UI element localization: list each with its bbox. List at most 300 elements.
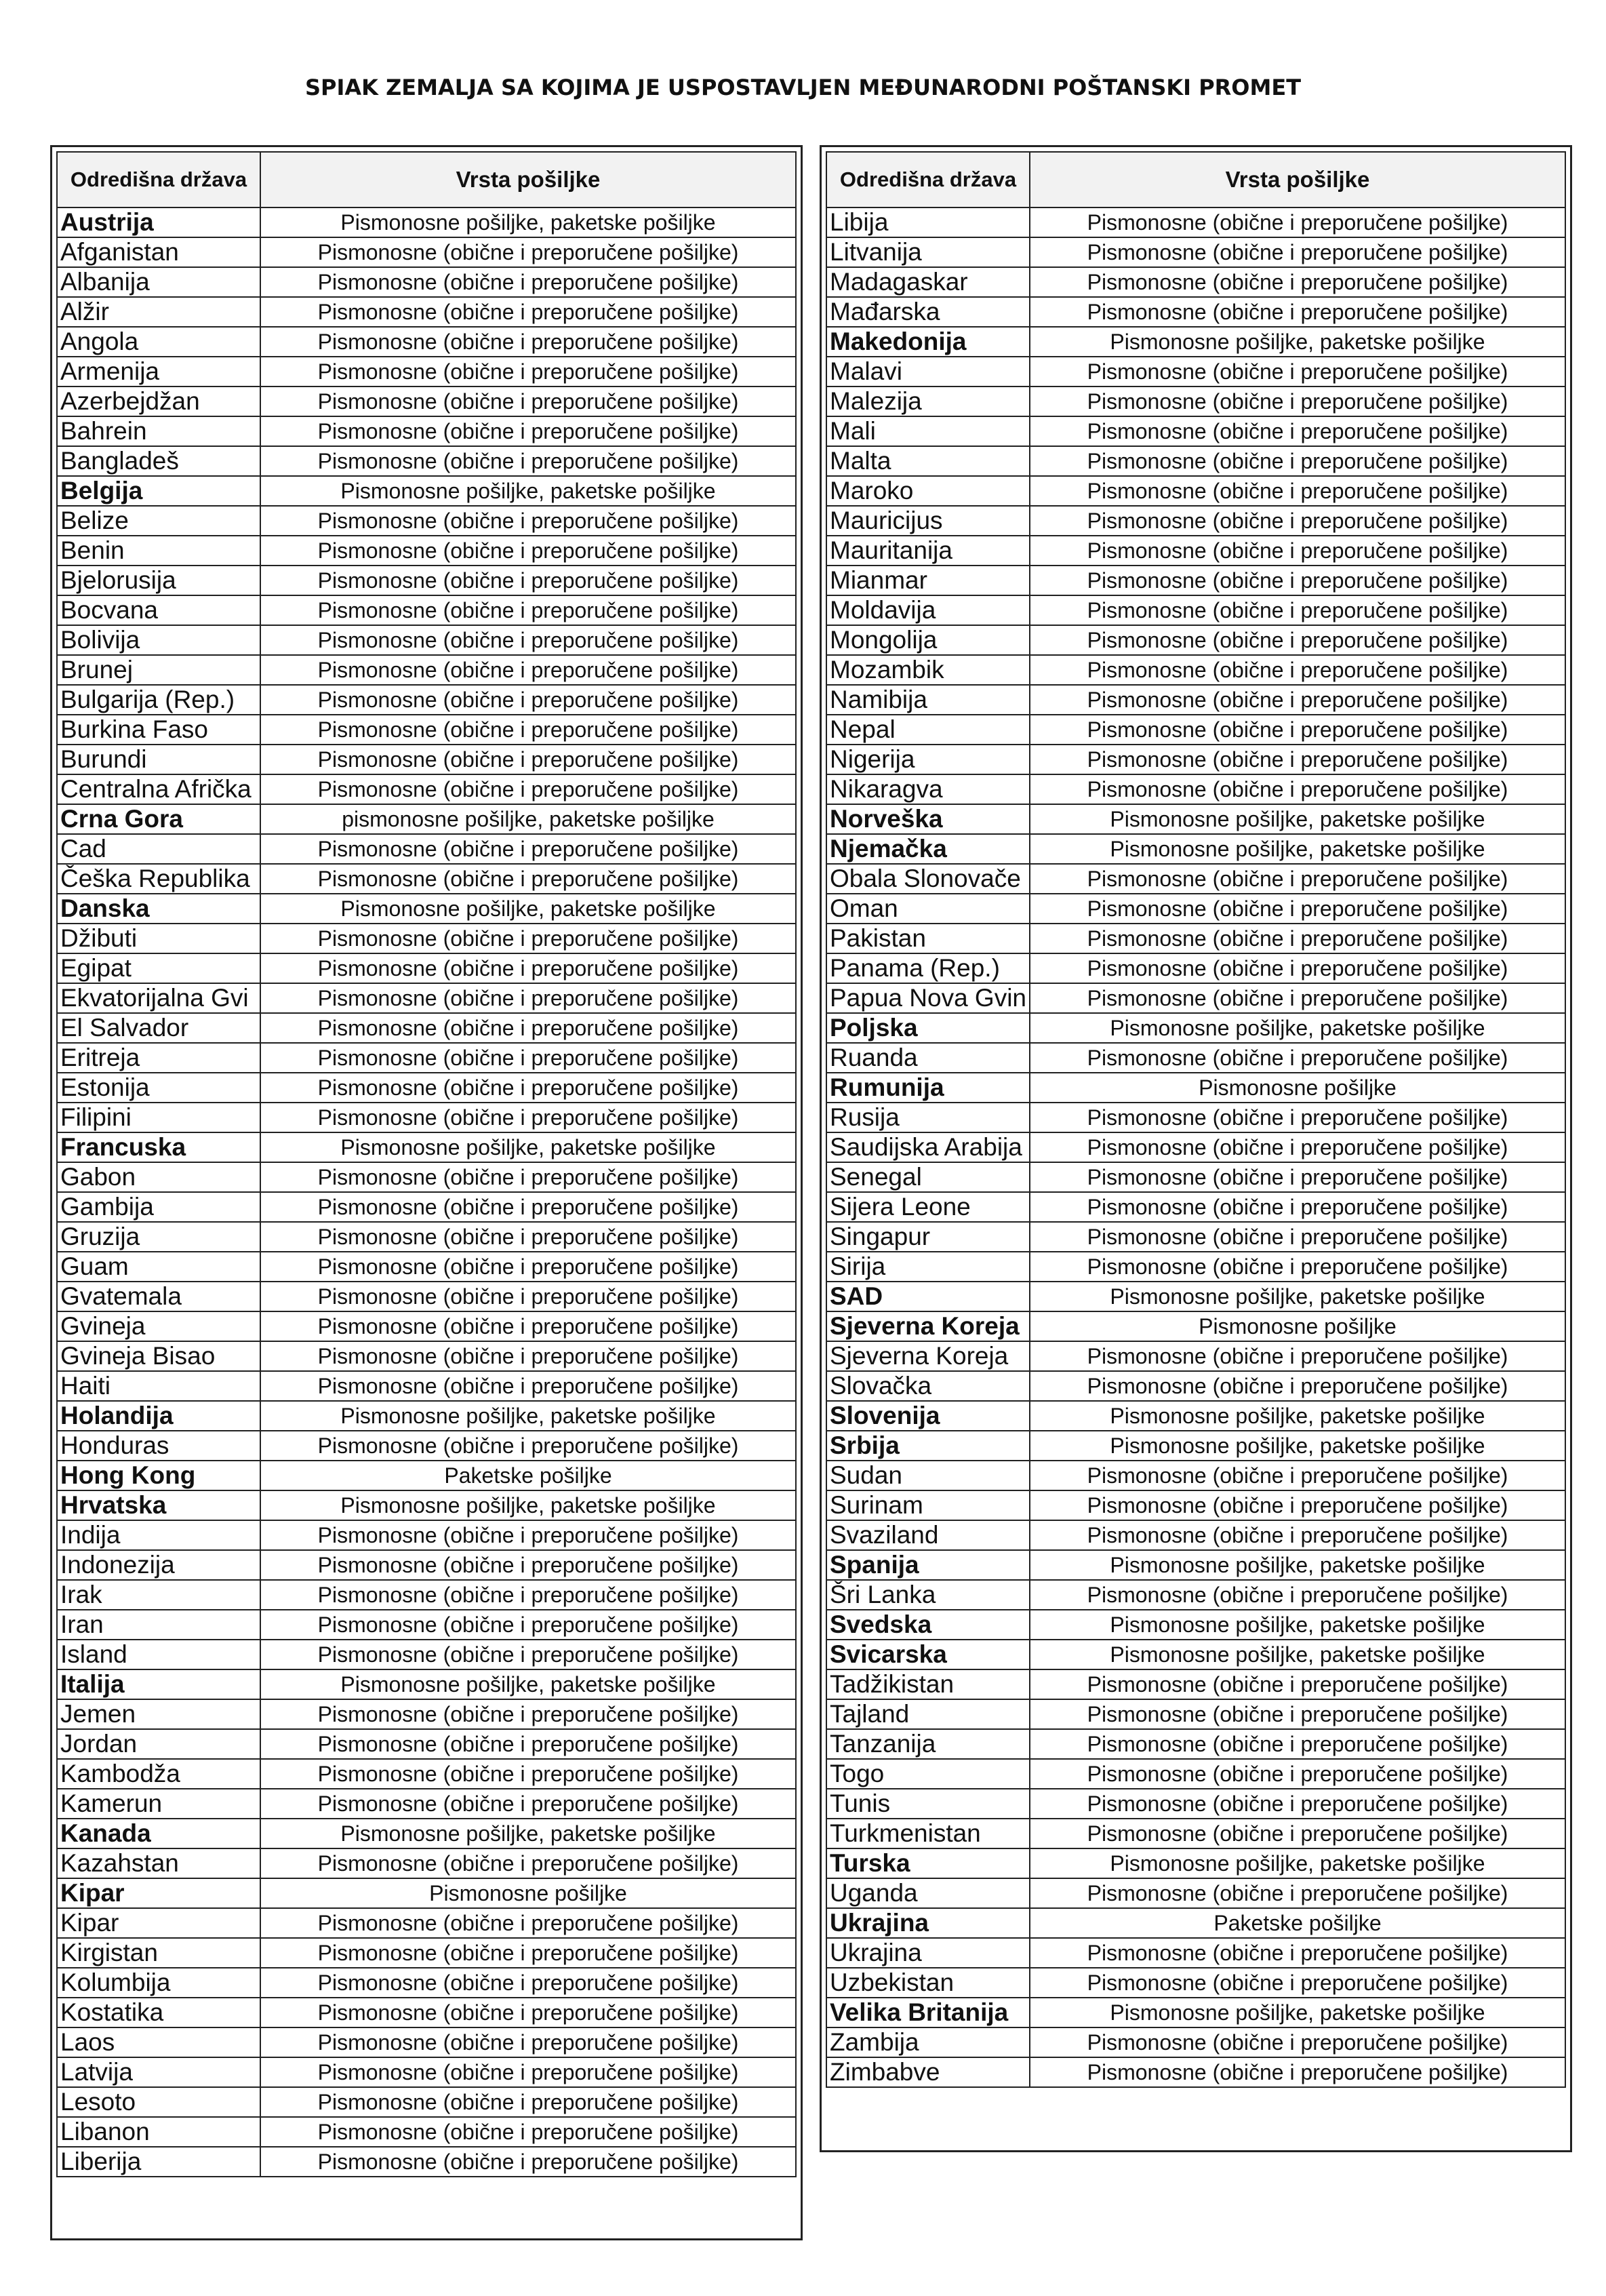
table-row: [57, 446, 796, 476]
country-cell: Malta: [826, 446, 1030, 476]
shipment-type-cell: Pismonosne (obične i preporučene pošiljke): [260, 834, 796, 864]
country-cell: Burundi: [57, 745, 260, 774]
country-cell: Madagaskar: [826, 267, 1030, 297]
country-cell: Maroko: [826, 476, 1030, 506]
country-cell: Oman: [826, 894, 1030, 924]
table-row: [57, 1461, 796, 1490]
country-cell: Tajland: [826, 1699, 1030, 1729]
country-cell: Njemačka: [826, 834, 1030, 864]
table-row: [57, 655, 796, 685]
shipment-type-cell: Pismonosne pošiljke, paketske pošiljke: [1030, 1550, 1565, 1580]
table-row: [57, 1073, 796, 1103]
country-cell: Jordan: [57, 1729, 260, 1759]
shipment-type-cell: Pismonosne pošiljke, paketske pošiljke: [260, 1401, 796, 1431]
country-cell: Libanon: [57, 2117, 260, 2147]
country-cell: Surinam: [826, 1490, 1030, 1520]
shipment-type-cell: Pismonosne (obične i preporučene pošiljke): [260, 267, 796, 297]
country-cell: Kipar: [57, 1878, 260, 1908]
table-row: [826, 387, 1565, 416]
country-cell: Norveška: [826, 804, 1030, 834]
country-cell: Turkmenistan: [826, 1819, 1030, 1848]
country-cell: Kazahstan: [57, 1848, 260, 1878]
shipment-type-cell: Pismonosne (obične i preporučene pošiljke): [260, 774, 796, 804]
table-row: [826, 595, 1565, 625]
country-cell: Bangladeš: [57, 446, 260, 476]
table-row: [57, 1640, 796, 1669]
country-cell: Uganda: [826, 1878, 1030, 1908]
shipment-type-cell: Pismonosne (obične i preporučene pošiljke): [1030, 1162, 1565, 1192]
table-row: [826, 1431, 1565, 1461]
shipment-type-cell: Pismonosne (obične i preporučene pošiljke): [1030, 1759, 1565, 1789]
country-cell: Svicarska: [826, 1640, 1030, 1669]
country-cell: Srbija: [826, 1431, 1030, 1461]
shipment-type-cell: Pismonosne (obične i preporučene pošiljke): [260, 2027, 796, 2057]
table-row: [826, 1371, 1565, 1401]
page-title: SPIAK ZEMALJA SA KOJIMA JE USPOSTAVLJEN MEĐUNARODNI POŠTANSKI PROMET: [304, 75, 1302, 100]
shipment-type-cell: Pismonosne pošiljke, paketske pošiljke: [1030, 1013, 1565, 1043]
shipment-type-cell: Paketske pošiljke: [1030, 1908, 1565, 1938]
table-row: [57, 387, 796, 416]
table-row: [57, 1043, 796, 1073]
country-cell: Filipini: [57, 1103, 260, 1132]
country-cell: Lesoto: [57, 2087, 260, 2117]
table-row: [57, 1550, 796, 1580]
table-row: [826, 1252, 1565, 1282]
shipment-type-cell: Pismonosne (obične i preporučene pošiljke): [1030, 595, 1565, 625]
table-row: [826, 1938, 1565, 1968]
country-cell: Malavi: [826, 357, 1030, 387]
table-row: [57, 774, 796, 804]
country-cell: Tunis: [826, 1789, 1030, 1819]
shipment-type-cell: Pismonosne (obične i preporučene pošiljke): [260, 1013, 796, 1043]
shipment-type-cell: Pismonosne (obične i preporučene pošiljke): [1030, 715, 1565, 745]
shipment-type-cell: Pismonosne pošiljke: [260, 1878, 796, 1908]
country-cell: Uzbekistan: [826, 1968, 1030, 1998]
country-cell: Kostatika: [57, 1998, 260, 2027]
country-cell: Hong Kong: [57, 1461, 260, 1490]
table-row: [57, 1341, 796, 1371]
table-row: [826, 1640, 1565, 1669]
country-cell: Afganistan: [57, 237, 260, 267]
country-cell: Sjeverna Koreja: [826, 1311, 1030, 1341]
country-cell: Togo: [826, 1759, 1030, 1789]
country-cell: Sjeverna Koreja: [826, 1341, 1030, 1371]
table-row: [57, 327, 796, 357]
table-row: [826, 446, 1565, 476]
country-cell: Poljska: [826, 1013, 1030, 1043]
table-row: [57, 1580, 796, 1610]
country-cell: Svedska: [826, 1610, 1030, 1640]
country-cell: Sijera Leone: [826, 1192, 1030, 1222]
country-cell: Tadžikistan: [826, 1669, 1030, 1699]
table-row: [826, 1729, 1565, 1759]
shipment-type-cell: Pismonosne (obične i preporučene pošiljke): [260, 2117, 796, 2147]
table-row: [826, 1341, 1565, 1371]
shipment-type-cell: Pismonosne (obične i preporučene pošiljke): [1030, 357, 1565, 387]
country-cell: Iran: [57, 1610, 260, 1640]
shipment-type-cell: Pismonosne (obične i preporučene pošiljke): [1030, 774, 1565, 804]
shipment-type-header: Vrsta pošiljke: [260, 152, 796, 207]
shipment-type-cell: Pismonosne (obične i preporučene pošiljke): [1030, 207, 1565, 237]
table-row: [57, 953, 796, 983]
shipment-type-cell: Pismonosne (obične i preporučene pošiljke): [260, 357, 796, 387]
table-row: [57, 1490, 796, 1520]
table-row: [57, 625, 796, 655]
table-row: [826, 774, 1565, 804]
shipment-type-cell: Pismonosne (obične i preporučene pošiljke): [260, 566, 796, 595]
table-row: [826, 1848, 1565, 1878]
country-cell: Zimbabve: [826, 2057, 1030, 2087]
country-cell: Francuska: [57, 1132, 260, 1162]
country-cell: Nikaragva: [826, 774, 1030, 804]
shipment-type-cell: Pismonosne (obične i preporučene pošiljke): [260, 1252, 796, 1282]
table-row: [57, 924, 796, 953]
table-row: [826, 1789, 1565, 1819]
destination-country-header: Odredišna država: [826, 152, 1030, 207]
shipment-type-cell: Pismonosne (obične i preporučene pošiljke): [1030, 953, 1565, 983]
country-cell: Crna Gora: [57, 804, 260, 834]
shipment-type-cell: Pismonosne (obične i preporučene pošiljke): [260, 655, 796, 685]
country-cell: Kambodža: [57, 1759, 260, 1789]
table-row: [57, 1699, 796, 1729]
table-row: [57, 1819, 796, 1848]
table-row: [57, 1162, 796, 1192]
table-row: [57, 2087, 796, 2117]
shipment-type-cell: Pismonosne (obične i preporučene pošiljke): [260, 1580, 796, 1610]
shipment-type-cell: Pismonosne pošiljke, paketske pošiljke: [260, 476, 796, 506]
country-cell: Austrija: [57, 207, 260, 237]
country-cell: Danska: [57, 894, 260, 924]
shipment-type-cell: Pismonosne (obične i preporučene pošiljke): [1030, 2027, 1565, 2057]
shipment-type-cell: Pismonosne pošiljke, paketske pošiljke: [260, 1490, 796, 1520]
country-cell: Džibuti: [57, 924, 260, 953]
shipment-type-cell: Pismonosne (obične i preporučene pošiljke): [260, 1311, 796, 1341]
country-cell: Bolivija: [57, 625, 260, 655]
country-cell: Belgija: [57, 476, 260, 506]
shipment-type-cell: Pismonosne (obične i preporučene pošiljke): [1030, 685, 1565, 715]
shipment-type-cell: Pismonosne (obične i preporučene pošiljke): [1030, 566, 1565, 595]
table-row: [57, 2027, 796, 2057]
shipment-type-cell: Pismonosne (obične i preporučene pošiljke): [1030, 1341, 1565, 1371]
shipment-type-cell: Pismonosne (obične i preporučene pošiljke): [260, 1550, 796, 1580]
country-cell: Nepal: [826, 715, 1030, 745]
shipment-type-cell: Pismonosne (obične i preporučene pošiljke): [1030, 655, 1565, 685]
table-row: [826, 625, 1565, 655]
country-cell: Mauritanija: [826, 536, 1030, 566]
country-cell: Liberija: [57, 2147, 260, 2177]
shipment-type-cell: Pismonosne pošiljke, paketske pošiljke: [1030, 327, 1565, 357]
table-row: [57, 1222, 796, 1252]
shipment-type-cell: Pismonosne pošiljke, paketske pošiljke: [260, 207, 796, 237]
table-row: [57, 1848, 796, 1878]
country-cell: Svaziland: [826, 1520, 1030, 1550]
shipment-type-cell: Pismonosne (obične i preporučene pošiljke): [1030, 237, 1565, 267]
country-cell: Gvineja Bisao: [57, 1341, 260, 1371]
country-cell: Mongolija: [826, 625, 1030, 655]
country-cell: Namibija: [826, 685, 1030, 715]
table-row: [826, 566, 1565, 595]
shipment-type-cell: Pismonosne (obične i preporučene pošiljke): [260, 1759, 796, 1789]
shipment-type-cell: Pismonosne (obične i preporučene pošiljke): [260, 1043, 796, 1073]
country-cell: Mauricijus: [826, 506, 1030, 536]
shipment-type-cell: Pismonosne (obične i preporučene pošiljke): [260, 2087, 796, 2117]
country-cell: Kolumbija: [57, 1968, 260, 1998]
table-row: [57, 566, 796, 595]
shipment-type-cell: Pismonosne (obične i preporučene pošiljke): [1030, 1461, 1565, 1490]
shipment-type-cell: Pismonosne (obične i preporučene pošiljke): [260, 1640, 796, 1669]
shipment-type-cell: Pismonosne (obične i preporučene pošiljke): [260, 1729, 796, 1759]
shipment-type-cell: Pismonosne (obične i preporučene pošiljke): [260, 1222, 796, 1252]
table-row: [826, 207, 1565, 237]
shipment-type-cell: Pismonosne (obične i preporučene pošiljke): [1030, 387, 1565, 416]
shipment-type-cell: Pismonosne (obične i preporučene pošiljke): [260, 1192, 796, 1222]
country-cell: Holandija: [57, 1401, 260, 1431]
shipment-type-cell: Pismonosne (obične i preporučene pošiljke): [260, 2057, 796, 2087]
country-cell: Angola: [57, 327, 260, 357]
shipment-type-cell: Pismonosne (obične i preporučene pošiljke): [1030, 983, 1565, 1013]
shipment-type-cell: Pismonosne (obične i preporučene pošiljke): [260, 297, 796, 327]
table-row: [826, 655, 1565, 685]
country-cell: Malezija: [826, 387, 1030, 416]
country-cell: Azerbejdžan: [57, 387, 260, 416]
country-cell: Italija: [57, 1669, 260, 1699]
shipment-type-cell: Pismonosne pošiljke, paketske pošiljke: [1030, 1640, 1565, 1669]
table-row: [57, 1789, 796, 1819]
shipment-type-cell: Pismonosne (obične i preporučene pošiljke): [260, 327, 796, 357]
table-row: [826, 1908, 1565, 1938]
country-cell: Ukrajina: [826, 1908, 1030, 1938]
table-row: [826, 1699, 1565, 1729]
shipment-type-cell: Pismonosne (obične i preporučene pošiljke): [1030, 416, 1565, 446]
table-row: [826, 1461, 1565, 1490]
shipment-type-cell: Pismonosne (obične i preporučene pošiljke): [260, 595, 796, 625]
table-row: [826, 953, 1565, 983]
table-row: [826, 2027, 1565, 2057]
table-row: [57, 1669, 796, 1699]
shipment-type-header: Vrsta pošiljke: [1030, 152, 1565, 207]
table-row: [57, 834, 796, 864]
country-cell: Sirija: [826, 1252, 1030, 1282]
table-row: [57, 1401, 796, 1431]
shipment-type-cell: Pismonosne (obične i preporučene pošiljke): [260, 953, 796, 983]
country-cell: Guam: [57, 1252, 260, 1282]
country-cell: Irak: [57, 1580, 260, 1610]
shipment-type-cell: Pismonosne pošiljke, paketske pošiljke: [260, 894, 796, 924]
country-cell: Ruanda: [826, 1043, 1030, 1073]
shipment-type-cell: Pismonosne (obične i preporučene pošiljke): [260, 983, 796, 1013]
shipment-type-cell: Pismonosne pošiljke, paketske pošiljke: [1030, 1282, 1565, 1311]
country-cell: Makedonija: [826, 327, 1030, 357]
shipment-type-cell: Pismonosne (obične i preporučene pošiljke): [260, 237, 796, 267]
country-cell: El Salvador: [57, 1013, 260, 1043]
table-row: [826, 1998, 1565, 2027]
country-cell: Eritreja: [57, 1043, 260, 1073]
country-cell: Slovenija: [826, 1401, 1030, 1431]
shipment-type-cell: Pismonosne pošiljke, paketske pošiljke: [1030, 1431, 1565, 1461]
country-cell: Velika Britanija: [826, 1998, 1030, 2027]
shipment-type-cell: Pismonosne (obične i preporučene pošiljke): [260, 745, 796, 774]
table-row: [826, 416, 1565, 446]
table-row: [57, 1968, 796, 1998]
country-cell: Honduras: [57, 1431, 260, 1461]
right-table-frame: [820, 145, 1572, 2152]
table-row: [57, 1938, 796, 1968]
shipment-type-cell: Pismonosne pošiljke: [1030, 1311, 1565, 1341]
table-row: [826, 894, 1565, 924]
country-cell: Mali: [826, 416, 1030, 446]
left-header-row: [57, 152, 796, 207]
table-row: [826, 1162, 1565, 1192]
shipment-type-cell: Pismonosne (obične i preporučene pošiljke): [1030, 864, 1565, 894]
right-header-row: [826, 152, 1565, 207]
table-row: [57, 595, 796, 625]
shipment-type-cell: Pismonosne (obične i preporučene pošiljke): [1030, 1520, 1565, 1550]
country-cell: Obala Slonovače: [826, 864, 1030, 894]
country-cell: Laos: [57, 2027, 260, 2057]
right-country-table: [826, 151, 1566, 2088]
table-row: [826, 1192, 1565, 1222]
shipment-type-cell: Pismonosne (obične i preporučene pošiljke): [1030, 1580, 1565, 1610]
table-row: [826, 297, 1565, 327]
table-row: [826, 1520, 1565, 1550]
table-row: [57, 1729, 796, 1759]
country-cell: Ekvatorijalna Gvi: [57, 983, 260, 1013]
shipment-type-cell: Pismonosne (obične i preporučene pošiljke): [1030, 745, 1565, 774]
table-row: [57, 745, 796, 774]
table-row: [57, 267, 796, 297]
country-cell: Indonezija: [57, 1550, 260, 1580]
shipment-type-cell: Pismonosne (obične i preporučene pošiljke): [1030, 1043, 1565, 1073]
shipment-type-cell: Pismonosne (obične i preporučene pošiljke): [1030, 1968, 1565, 1998]
shipment-type-cell: Pismonosne (obične i preporučene pošiljke): [1030, 536, 1565, 566]
table-row: [57, 357, 796, 387]
table-row: [826, 834, 1565, 864]
shipment-type-cell: Pismonosne (obične i preporučene pošiljke): [260, 1431, 796, 1461]
shipment-type-cell: Pismonosne (obične i preporučene pošiljke): [1030, 1132, 1565, 1162]
country-cell: Moldavija: [826, 595, 1030, 625]
country-cell: Zambija: [826, 2027, 1030, 2057]
table-row: [57, 1998, 796, 2027]
shipment-type-cell: Pismonosne pošiljke, paketske pošiljke: [260, 1669, 796, 1699]
country-cell: Albanija: [57, 267, 260, 297]
country-cell: Jemen: [57, 1699, 260, 1729]
country-cell: Sudan: [826, 1461, 1030, 1490]
shipment-type-cell: Pismonosne pošiljke, paketske pošiljke: [1030, 1998, 1565, 2027]
table-row: [826, 804, 1565, 834]
country-cell: Latvija: [57, 2057, 260, 2087]
table-row: [826, 1669, 1565, 1699]
table-row: [57, 864, 796, 894]
table-row: [57, 1311, 796, 1341]
shipment-type-cell: Pismonosne (obične i preporučene pošiljke): [260, 1908, 796, 1938]
table-row: [57, 983, 796, 1013]
shipment-type-cell: Pismonosne (obične i preporučene pošiljke): [260, 924, 796, 953]
table-row: [57, 1013, 796, 1043]
country-cell: Singapur: [826, 1222, 1030, 1252]
country-cell: Mađarska: [826, 297, 1030, 327]
table-row: [57, 2057, 796, 2087]
country-cell: Burkina Faso: [57, 715, 260, 745]
table-row: [57, 1192, 796, 1222]
table-row: [826, 1073, 1565, 1103]
table-row: [826, 2057, 1565, 2087]
table-row: [57, 1431, 796, 1461]
country-cell: Alžir: [57, 297, 260, 327]
shipment-type-cell: Pismonosne (obične i preporučene pošiljke): [260, 2147, 796, 2177]
shipment-type-cell: Pismonosne (obične i preporučene pošiljke): [1030, 1819, 1565, 1848]
shipment-type-cell: Pismonosne (obične i preporučene pošiljke): [1030, 1789, 1565, 1819]
shipment-type-cell: Pismonosne (obične i preporučene pošiljke): [260, 1073, 796, 1103]
table-row: [826, 715, 1565, 745]
shipment-type-cell: Pismonosne (obične i preporučene pošiljke): [260, 1371, 796, 1401]
shipment-type-cell: Pismonosne (obične i preporučene pošiljke): [260, 1699, 796, 1729]
country-cell: Senegal: [826, 1162, 1030, 1192]
shipment-type-cell: Pismonosne (obične i preporučene pošiljke): [1030, 297, 1565, 327]
country-cell: Mozambik: [826, 655, 1030, 685]
table-row: [826, 327, 1565, 357]
country-cell: Egipat: [57, 953, 260, 983]
country-cell: Mianmar: [826, 566, 1030, 595]
country-cell: Cad: [57, 834, 260, 864]
shipment-type-cell: Pismonosne pošiljke, paketske pošiljke: [1030, 834, 1565, 864]
table-row: [57, 2147, 796, 2177]
country-cell: SAD: [826, 1282, 1030, 1311]
table-row: [57, 1252, 796, 1282]
table-row: [826, 1401, 1565, 1431]
table-row: [57, 297, 796, 327]
right-table-body: [826, 207, 1565, 2087]
table-row: [57, 536, 796, 566]
shipment-type-cell: Pismonosne (obične i preporučene pošiljke): [260, 715, 796, 745]
shipment-type-cell: Pismonosne (obične i preporučene pošiljke): [1030, 1938, 1565, 1968]
country-cell: Estonija: [57, 1073, 260, 1103]
shipment-type-cell: Pismonosne (obične i preporučene pošiljke): [260, 446, 796, 476]
country-cell: Kamerun: [57, 1789, 260, 1819]
country-cell: Panama (Rep.): [826, 953, 1030, 983]
shipment-type-cell: Pismonosne (obične i preporučene pošiljke): [1030, 2057, 1565, 2087]
country-cell: Centralna Afrička: [57, 774, 260, 804]
shipment-type-cell: Pismonosne (obične i preporučene pošiljke): [1030, 1699, 1565, 1729]
country-cell: Belize: [57, 506, 260, 536]
country-cell: Češka Republika: [57, 864, 260, 894]
table-row: [826, 1490, 1565, 1520]
table-row: [826, 983, 1565, 1013]
table-row: [826, 685, 1565, 715]
shipment-type-cell: Pismonosne (obične i preporučene pošiljke): [260, 685, 796, 715]
table-row: [826, 864, 1565, 894]
country-cell: Papua Nova Gvin: [826, 983, 1030, 1013]
table-row: [826, 1013, 1565, 1043]
shipment-type-cell: Pismonosne (obične i preporučene pošiljke): [1030, 1103, 1565, 1132]
table-row: [826, 267, 1565, 297]
country-cell: Tanzanija: [826, 1729, 1030, 1759]
shipment-type-cell: Pismonosne pošiljke, paketske pošiljke: [1030, 1401, 1565, 1431]
table-row: [826, 745, 1565, 774]
shipment-type-cell: Pismonosne (obične i preporučene pošiljke): [1030, 1192, 1565, 1222]
shipment-type-cell: Pismonosne (obične i preporučene pošiljke): [1030, 1252, 1565, 1282]
table-row: [826, 1043, 1565, 1073]
shipment-type-cell: Pismonosne (obične i preporučene pošiljke): [1030, 506, 1565, 536]
country-cell: Rusija: [826, 1103, 1030, 1132]
table-row: [57, 207, 796, 237]
country-cell: Spanija: [826, 1550, 1030, 1580]
table-row: [57, 416, 796, 446]
table-row: [57, 237, 796, 267]
shipment-type-cell: Pismonosne (obične i preporučene pošiljke): [1030, 1669, 1565, 1699]
country-cell: Haiti: [57, 1371, 260, 1401]
shipment-type-cell: Pismonosne (obične i preporučene pošiljke): [1030, 446, 1565, 476]
shipment-type-cell: Pismonosne pošiljke, paketske pošiljke: [1030, 804, 1565, 834]
